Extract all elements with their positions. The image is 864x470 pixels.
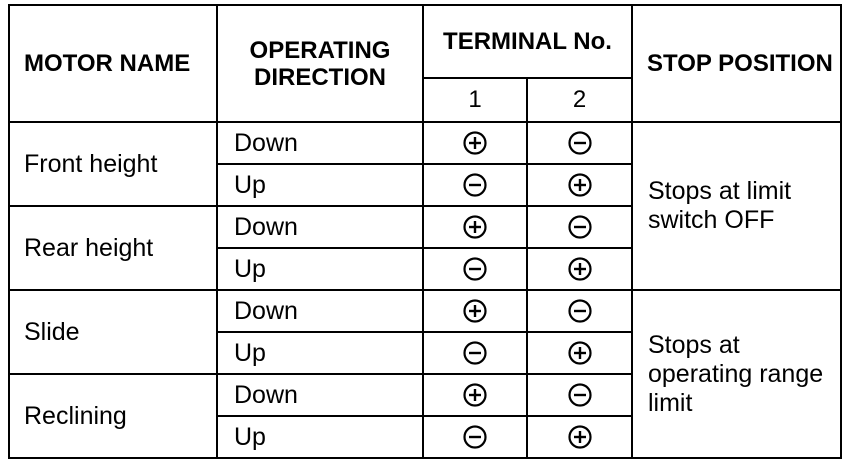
terminal-1-polarity-cell — [423, 290, 527, 332]
terminal-1-polarity-cell — [423, 374, 527, 416]
motor-name-cell: Rear height — [9, 206, 217, 290]
motor-name-cell: Reclining — [9, 374, 217, 458]
terminal-1-polarity-cell — [423, 248, 527, 290]
terminal-2-polarity-cell — [527, 332, 632, 374]
header-terminal-no: TERMINAL No. — [423, 5, 632, 78]
table-row — [9, 122, 841, 164]
circled-minus-icon — [567, 298, 593, 324]
header-operating-direction: OPERATING DIRECTION — [217, 5, 423, 122]
header-motor-name: MOTOR NAME — [9, 5, 217, 122]
circled-plus-icon — [462, 382, 488, 408]
terminal-2-polarity-cell — [527, 290, 632, 332]
direction-cell: Up — [217, 416, 423, 458]
circled-plus-icon — [567, 256, 593, 282]
header-stop-position: STOP POSITION — [632, 5, 841, 122]
circled-plus-icon — [567, 424, 593, 450]
circled-minus-icon — [462, 424, 488, 450]
table-row — [9, 290, 841, 332]
circled-plus-icon — [462, 214, 488, 240]
direction-cell: Down — [217, 122, 423, 164]
circled-minus-icon — [567, 130, 593, 156]
circled-minus-icon — [462, 172, 488, 198]
terminal-1-polarity-cell — [423, 332, 527, 374]
circled-plus-icon — [462, 298, 488, 324]
terminal-1-polarity-cell — [423, 206, 527, 248]
header-terminal-2: 2 — [527, 78, 632, 122]
circled-plus-icon — [462, 130, 488, 156]
circled-plus-icon — [567, 340, 593, 366]
circled-minus-icon — [462, 340, 488, 366]
terminal-2-polarity-cell — [527, 248, 632, 290]
terminal-1-polarity-cell — [423, 416, 527, 458]
direction-cell: Down — [217, 374, 423, 416]
stop-position-cell: Stops at operating range limit — [632, 290, 841, 458]
direction-cell: Down — [217, 206, 423, 248]
terminal-table-wrapper — [8, 4, 842, 459]
terminal-2-polarity-cell — [527, 206, 632, 248]
terminal-2-polarity-cell — [527, 164, 632, 206]
direction-cell: Down — [217, 290, 423, 332]
stop-position-cell: Stops at limit switch OFF — [632, 122, 841, 290]
circled-minus-icon — [567, 382, 593, 408]
terminal-2-polarity-cell — [527, 374, 632, 416]
circled-minus-icon — [567, 214, 593, 240]
circled-minus-icon — [462, 256, 488, 282]
terminal-1-polarity-cell — [423, 164, 527, 206]
motor-name-cell: Slide — [9, 290, 217, 374]
terminal-2-polarity-cell — [527, 122, 632, 164]
terminal-2-polarity-cell — [527, 416, 632, 458]
direction-cell: Up — [217, 164, 423, 206]
direction-cell: Up — [217, 248, 423, 290]
terminal-1-polarity-cell — [423, 122, 527, 164]
circled-plus-icon — [567, 172, 593, 198]
motor-name-cell: Front height — [9, 122, 217, 206]
header-terminal-1: 1 — [423, 78, 527, 122]
motor-terminal-table — [8, 4, 842, 459]
direction-cell: Up — [217, 332, 423, 374]
